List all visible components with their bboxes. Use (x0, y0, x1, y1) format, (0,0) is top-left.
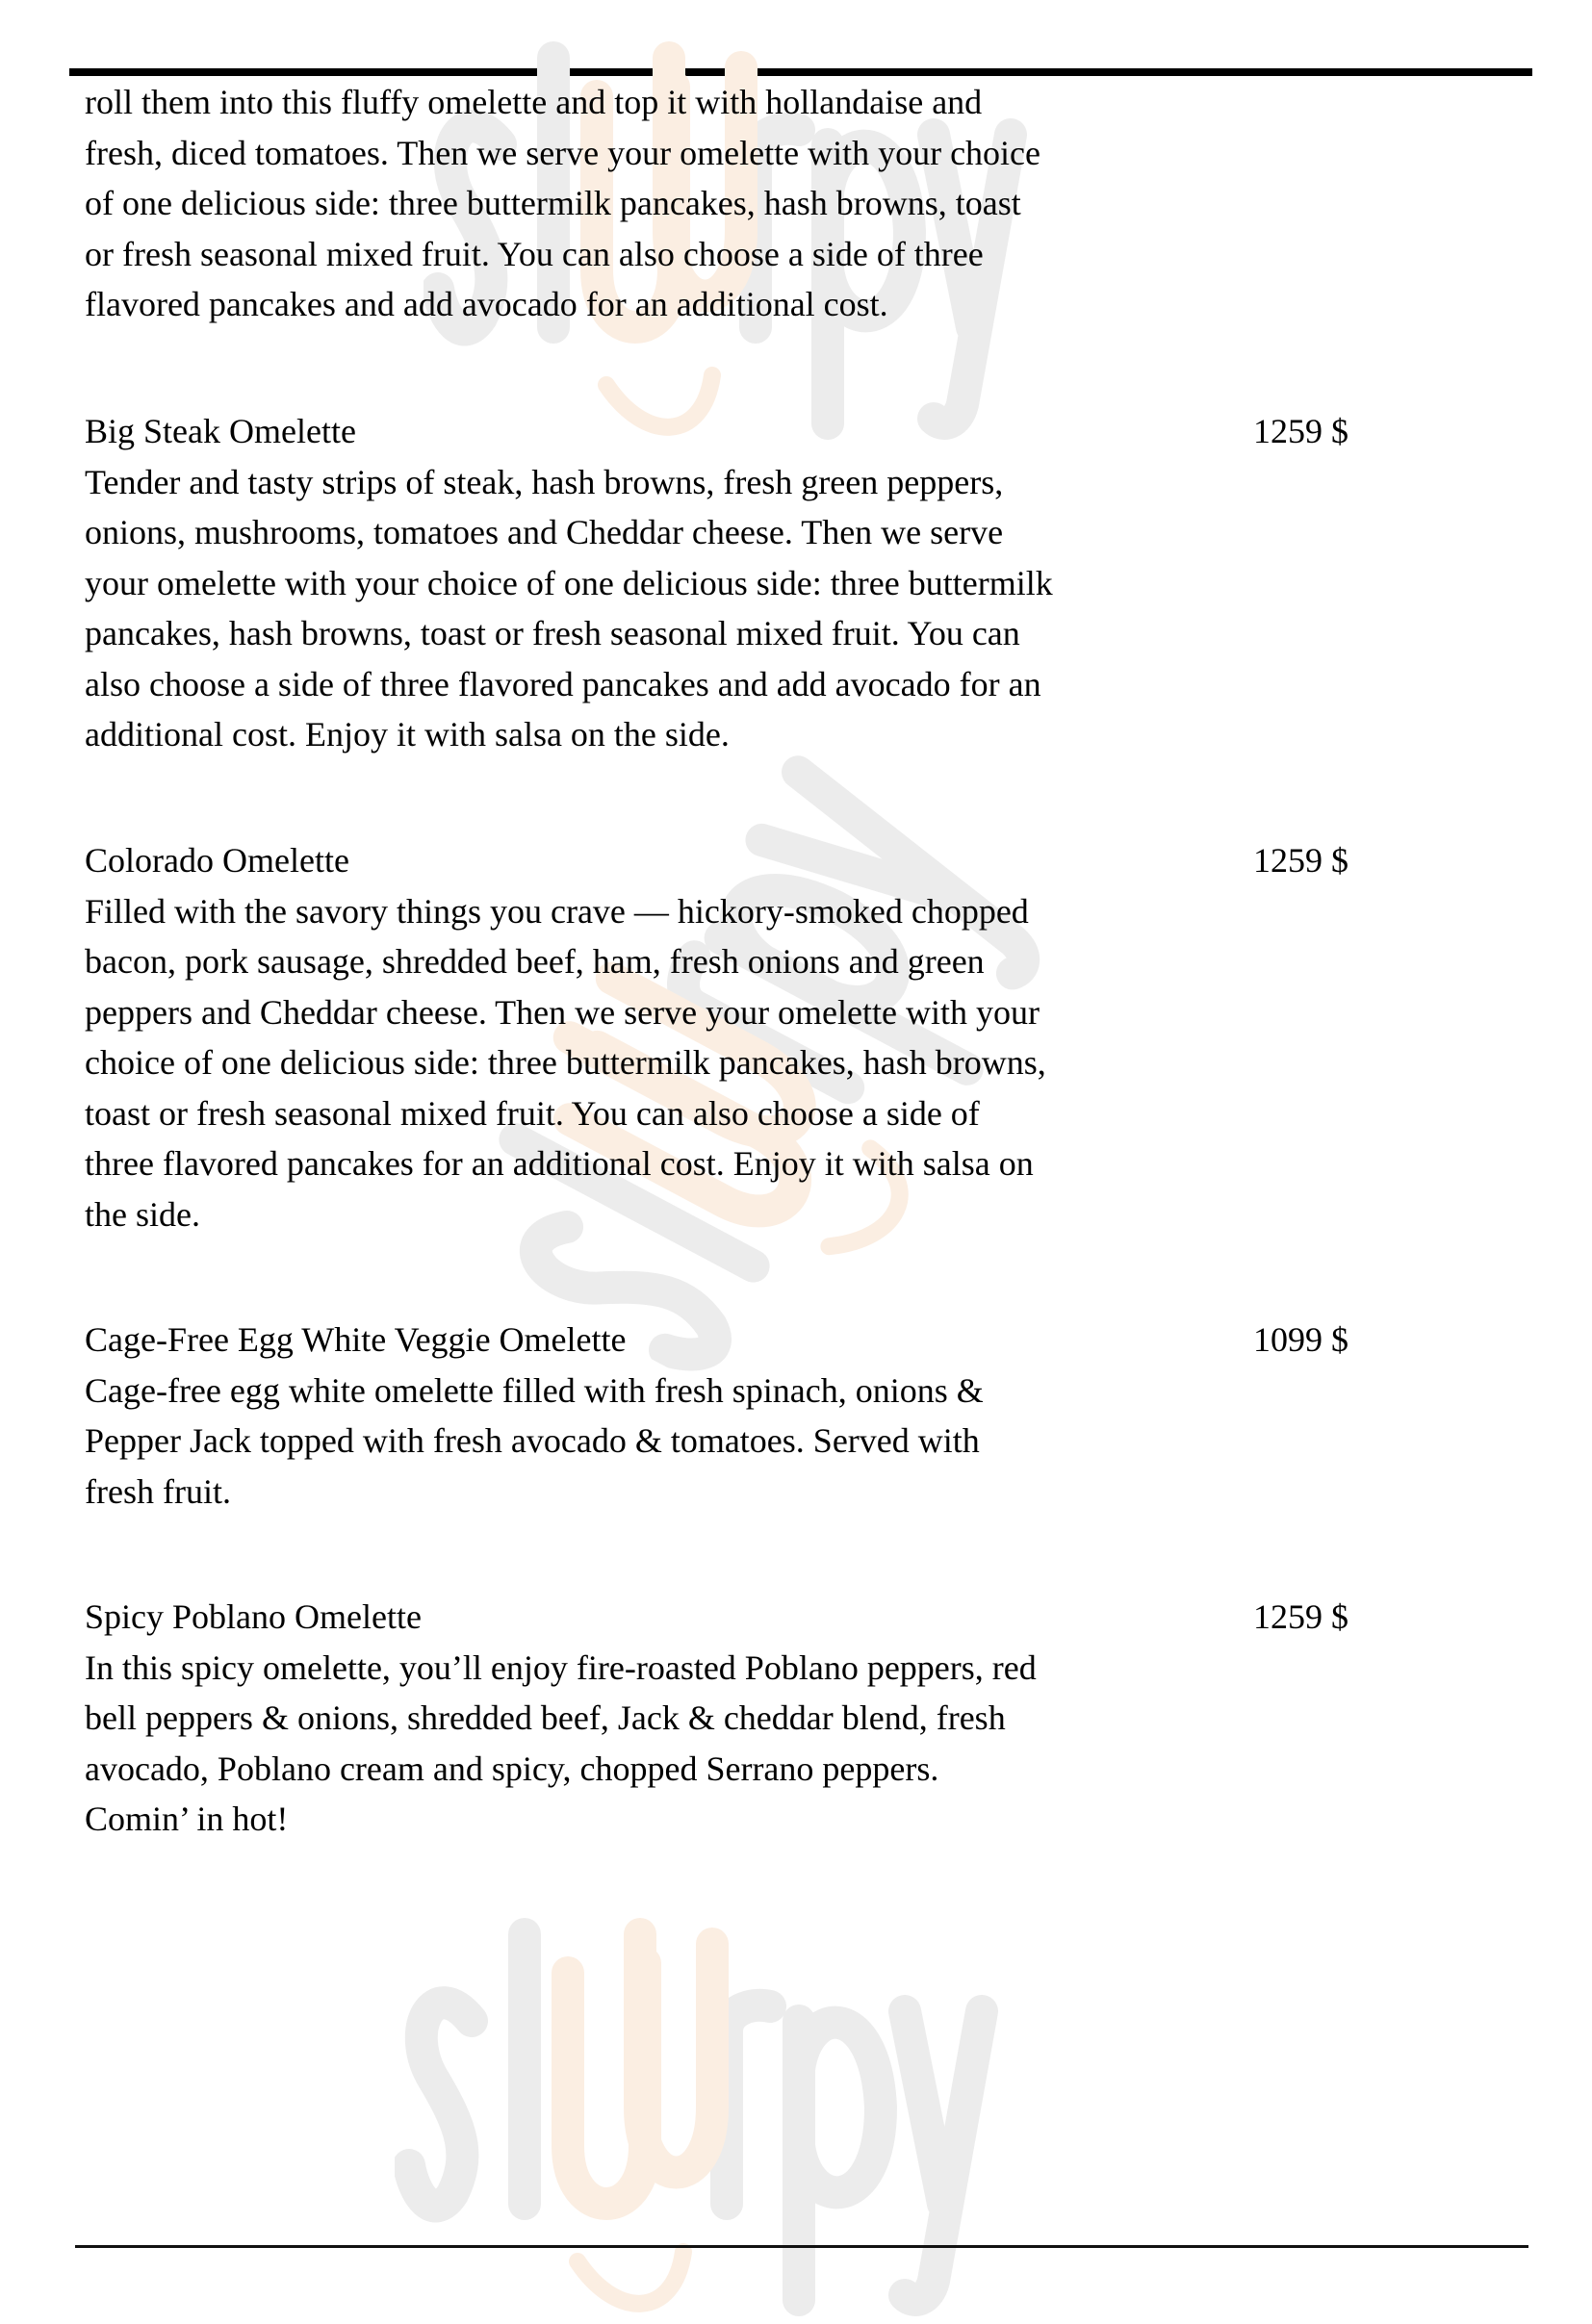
menu-item-description-line: toast or fresh seasonal mixed fruit. You can also choose a side of (85, 1093, 980, 1133)
menu-item-description-line: your omelette with your choice of one delicious side: three buttermilk (85, 563, 1053, 602)
menu-item-description-line: Cage-free egg white omelette filled with fresh spinach, onions & (85, 1370, 984, 1410)
bottom-rule (75, 2245, 1528, 2248)
menu-item-name: Big Steak Omelette (85, 412, 356, 450)
menu-item-name: Spicy Poblano Omelette (85, 1597, 422, 1636)
menu-item-description-line: In this spicy omelette, you’ll enjoy fire-roasted Poblano peppers, red (85, 1647, 1037, 1687)
top-rule (69, 68, 1532, 76)
menu-item-description-line: Pepper Jack topped with fresh avocado & tomatoes. Served with (85, 1421, 980, 1460)
menu-item (85, 1315, 1528, 1517)
menu-item-description-line: fresh fruit. (85, 1471, 231, 1511)
menu-item-description-line: also choose a side of three flavored pancakes and add avocado for an (85, 664, 1041, 703)
menu-item (85, 1592, 1528, 1845)
menu-item (85, 835, 1528, 1239)
menu-item-description-line: flavored pancakes and add avocado for an additional cost. (85, 285, 888, 323)
menu-item-name: Cage-Free Egg White Veggie Omelette (85, 1320, 627, 1359)
menu-item-description-line: the side. (85, 1194, 200, 1234)
menu-item-description-line: of one delicious side: three buttermilk pancakes, hash browns, toast (85, 184, 1021, 222)
menu-item-description-line: onions, mushrooms, tomatoes and Cheddar cheese. Then we serve (85, 513, 1004, 551)
menu-item-description-line: three flavored pancakes for an additional cost. Enjoy it with salsa on (85, 1144, 1034, 1183)
menu-item (85, 406, 1528, 760)
menu-item-description-line: pancakes, hash browns, toast or fresh seasonal mixed fruit. You can (85, 614, 1020, 652)
menu-item-description-line: avocado, Poblano cream and spicy, chopped Serrano peppers. (85, 1749, 939, 1788)
menu-item-price: 1099 $ (1253, 1320, 1348, 1359)
menu-item-description-line: additional cost. Enjoy it with salsa on the side. (85, 715, 730, 753)
menu-item-description-line: fresh, diced tomatoes. Then we serve your omelette with your choice (85, 133, 1041, 172)
menu-item-description-line: Comin’ in hot! (85, 1800, 289, 1838)
menu-item (85, 77, 1528, 330)
menu-item-description-line: bell peppers & onions, shredded beef, Jack & cheddar blend, fresh (85, 1698, 1006, 1737)
menu-item-price: 1259 $ (1253, 841, 1348, 880)
menu-item-description-line: peppers and Cheddar cheese. Then we serve your omelette with your (85, 992, 1040, 1032)
menu-item-description-line: bacon, pork sausage, shredded beef, ham, fresh onions and green (85, 942, 985, 981)
menu-item-name: Colorado Omelette (85, 841, 349, 880)
menu-item-description-line: Filled with the savory things you crave — hickory-smoked chopped (85, 891, 1029, 931)
menu-item-price: 1259 $ (1253, 412, 1348, 450)
sluurpy-watermark-logo (395, 1915, 1011, 2319)
menu-item-description-line: Tender and tasty strips of steak, hash browns, fresh green peppers, (85, 462, 1004, 501)
menu-item-price: 1259 $ (1253, 1597, 1348, 1636)
menu-item-description-line: roll them into this fluffy omelette and top it with hollandaise and (85, 83, 983, 121)
menu-item-description-line: choice of one delicious side: three buttermilk pancakes, hash browns, (85, 1043, 1046, 1082)
menu-item-description-line: or fresh seasonal mixed fruit. You can also choose a side of three (85, 234, 984, 273)
